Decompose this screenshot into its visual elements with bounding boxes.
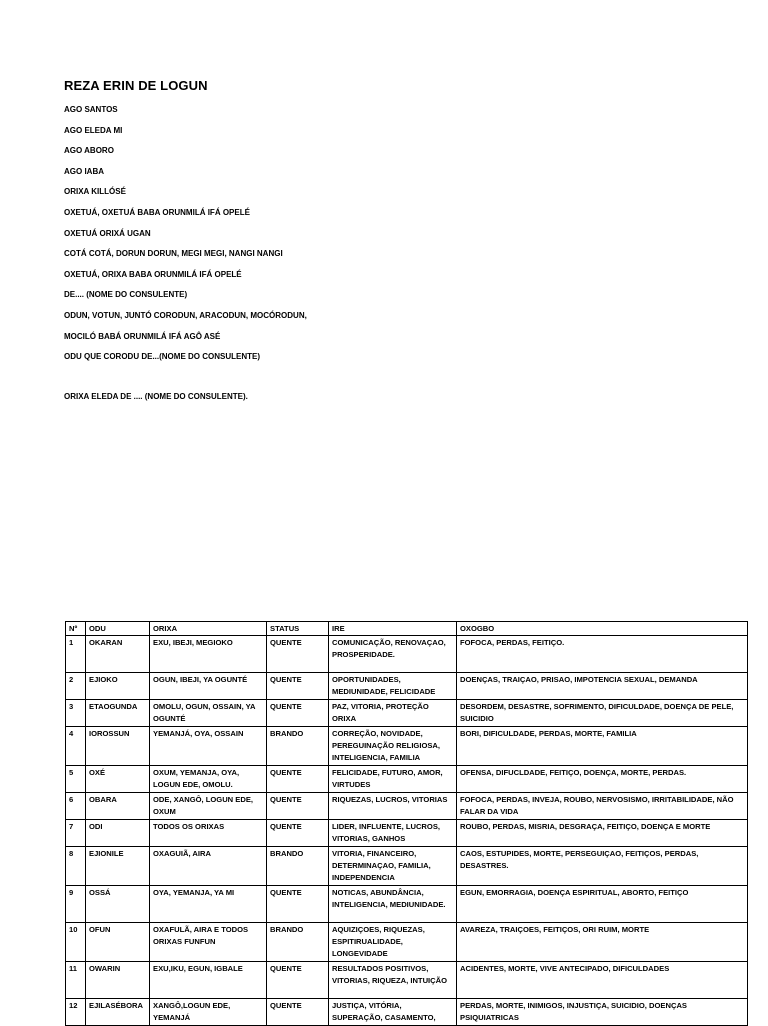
prayer-line: OXETUÁ ORIXÁ UGAN [64, 228, 151, 238]
document-title: REZA ERIN DE LOGUN [64, 78, 208, 93]
prayer-line: AGO ABORO [64, 146, 114, 156]
table-row [66, 820, 748, 847]
cell-status: QUENTE [267, 673, 329, 700]
cell-status: QUENTE [267, 636, 329, 673]
cell-orixa: TODOS OS ORIXAS [150, 820, 267, 847]
cell-status: QUENTE [267, 766, 329, 793]
table-header-row [66, 622, 748, 636]
cell-oxogbo: CAOS, ESTUPIDES, MORTE, PERSEGUIÇAO, FEITIÇOS, PERDAS, DESASTRES. [457, 847, 748, 886]
header-oxogbo: OXOGBO [457, 622, 748, 636]
cell-num: 6 [66, 793, 86, 820]
cell-ire: OPORTUNIDADES, MEDIUNIDADE, FELICIDADE [329, 673, 457, 700]
prayer-line: AGO IABA [64, 166, 104, 176]
cell-orixa: OXAGUIÃ, AIRA [150, 847, 267, 886]
prayer-line: OXETUÁ, ORIXA BABA ORUNMILÁ IFÁ OPELÉ [64, 269, 242, 279]
cell-num: 11 [66, 962, 86, 999]
cell-orixa: ODE, XANGÔ, LOGUN EDE, OXUM [150, 793, 267, 820]
cell-ire: JUSTIÇA, VITÓRIA, SUPERAÇÃO, CASAMENTO, [329, 999, 457, 1026]
cell-status: QUENTE [267, 820, 329, 847]
cell-oxogbo: FOFOCA, PERDAS, FEITIÇO. [457, 636, 748, 673]
table-row [66, 793, 748, 820]
cell-orixa: OYA, YEMANJA, YA MI [150, 886, 267, 923]
table-row [66, 700, 748, 727]
cell-status: QUENTE [267, 999, 329, 1026]
prayer-lines [64, 104, 307, 372]
cell-odu: OKARAN [86, 636, 150, 673]
cell-orixa: OXAFULÃ, AIRA E TODOS ORIXAS FUNFUN [150, 923, 267, 962]
cell-oxogbo: BORI, DIFICULDADE, PERDAS, MORTE, FAMILIA [457, 727, 748, 766]
cell-status: BRANDO [267, 847, 329, 886]
cell-odu: ODI [86, 820, 150, 847]
prayer-line: OXETUÁ, OXETUÁ BABA ORUNMILÁ IFÁ OPELÉ [64, 207, 250, 217]
prayer-line: ORIXA KILLÓSÉ [64, 187, 126, 197]
cell-odu: OSSÁ [86, 886, 150, 923]
cell-ire: NOTICAS, ABUNDÂNCIA, INTELIGENCIA, MEDIUNIDADE. [329, 886, 457, 923]
table-row [66, 962, 748, 999]
cell-orixa: OMOLU, OGUN, OSSAIN, YA OGUNTÉ [150, 700, 267, 727]
cell-orixa: EXU, IBEJI, MEGIOKO [150, 636, 267, 673]
cell-status: QUENTE [267, 700, 329, 727]
cell-num: 2 [66, 673, 86, 700]
table-row [66, 636, 748, 673]
prayer-line: ODUN, VOTUN, JUNTÓ CORODUN, ARACODUN, MOCÓRODUN, [64, 310, 307, 320]
prayer-line: AGO ELEDA MI [64, 125, 123, 135]
cell-oxogbo: OFENSA, DIFUCLDADE, FEITIÇO, DOENÇA, MORTE, PERDAS. [457, 766, 748, 793]
header-num: Nº [66, 622, 86, 636]
cell-oxogbo: PERDAS, MORTE, INIMIGOS, INJUSTIÇA, SUICIDIO, DOENÇAS PSIQUIATRICAS [457, 999, 748, 1026]
cell-oxogbo: AVAREZA, TRAIÇOES, FEITIÇOS, ORI RUIM, MORTE [457, 923, 748, 962]
table-row [66, 999, 748, 1026]
cell-num: 8 [66, 847, 86, 886]
prayer-line: MOCILÓ BABÁ ORUNMILÁ IFÁ AGÔ ASÉ [64, 331, 221, 341]
cell-orixa: EXU,IKU, EGUN, IGBALE [150, 962, 267, 999]
cell-odu: OBARA [86, 793, 150, 820]
cell-ire: VITORIA, FINANCEIRO, DETERMINAÇAO, FAMILIA, INDEPENDENCIA [329, 847, 457, 886]
cell-odu: IOROSSUN [86, 727, 150, 766]
cell-odu: ETAOGUNDA [86, 700, 150, 727]
cell-num: 1 [66, 636, 86, 673]
cell-num: 5 [66, 766, 86, 793]
cell-orixa: OXUM, YEMANJA, OYA, LOGUN EDE, OMOLU. [150, 766, 267, 793]
cell-oxogbo: ROUBO, PERDAS, MISRIA, DESGRAÇA, FEITIÇO, DOENÇA E MORTE [457, 820, 748, 847]
eleda-line: ORIXA ELEDA DE .... (NOME DO CONSULENTE). [64, 392, 248, 401]
cell-orixa: OGUN, IBEJI, YA OGUNTÉ [150, 673, 267, 700]
cell-num: 12 [66, 999, 86, 1026]
prayer-line: DE.... (NOME DO CONSULENTE) [64, 290, 188, 300]
cell-ire: RIQUEZAS, LUCROS, VITORIAS [329, 793, 457, 820]
header-ire: IRE [329, 622, 457, 636]
cell-num: 4 [66, 727, 86, 766]
cell-status: QUENTE [267, 793, 329, 820]
cell-oxogbo: ACIDENTES, MORTE, VIVE ANTECIPADO, DIFICULDADES [457, 962, 748, 999]
cell-ire: FELICIDADE, FUTURO, AMOR, VIRTUDES [329, 766, 457, 793]
header-status: STATUS [267, 622, 329, 636]
cell-odu: OXÉ [86, 766, 150, 793]
table-row [66, 766, 748, 793]
header-odu: ODU [86, 622, 150, 636]
cell-ire: LIDER, INFLUENTE, LUCROS, VITORIAS, GANHOS [329, 820, 457, 847]
cell-status: BRANDO [267, 727, 329, 766]
cell-num: 3 [66, 700, 86, 727]
cell-oxogbo: FOFOCA, PERDAS, INVEJA, ROUBO, NERVOSISMO, IRRITABILIDADE, NÃO FALAR DA VIDA [457, 793, 748, 820]
cell-odu: OFUN [86, 923, 150, 962]
cell-odu: EJILASÉBORA [86, 999, 150, 1026]
cell-ire: COMUNICAÇÃO, RENOVAÇAO, PROSPERIDADE. [329, 636, 457, 673]
cell-odu: EJIOKO [86, 673, 150, 700]
header-orixa: ORIXA [150, 622, 267, 636]
cell-orixa: XANGÔ,LOGUN EDE, YEMANJÁ [150, 999, 267, 1026]
cell-ire: RESULTADOS POSITIVOS, VITORIAS, RIQUEZA, INTUIÇÃO [329, 962, 457, 999]
table-row [66, 886, 748, 923]
cell-status: QUENTE [267, 962, 329, 999]
table-row [66, 727, 748, 766]
table-row [66, 923, 748, 962]
cell-ire: PAZ, VITORIA, PROTEÇÃO ORIXA [329, 700, 457, 727]
cell-oxogbo: DOENÇAS, TRAIÇAO, PRISAO, IMPOTENCIA SEXUAL, DEMANDA [457, 673, 748, 700]
cell-num: 9 [66, 886, 86, 923]
cell-status: QUENTE [267, 886, 329, 923]
prayer-line: ODU QUE CORODU DE...(NOME DO CONSULENTE) [64, 352, 261, 362]
cell-oxogbo: DESORDEM, DESASTRE, SOFRIMENTO, DIFICULDADE, DOENÇA DE PELE, SUICIDIO [457, 700, 748, 727]
cell-status: BRANDO [267, 923, 329, 962]
cell-orixa: YEMANJÁ, OYA, OSSAIN [150, 727, 267, 766]
cell-ire: AQUIZIÇOES, RIQUEZAS, ESPITIRUALIDADE, LONGEVIDADE [329, 923, 457, 962]
cell-odu: EJIONILE [86, 847, 150, 886]
cell-ire: CORREÇÃO, NOVIDADE, PEREGUINAÇÃO RELIGIOSA, INTELIGENCIA, FAMILIA [329, 727, 457, 766]
prayer-line: COTÁ COTÁ, DORUN DORUN, MEGI MEGI, NANGI NANGI [64, 249, 283, 259]
cell-num: 10 [66, 923, 86, 962]
table-row [66, 847, 748, 886]
odu-table-body [66, 636, 748, 1026]
cell-num: 7 [66, 820, 86, 847]
prayer-line: AGO SANTOS [64, 105, 118, 114]
cell-odu: OWARIN [86, 962, 150, 999]
cell-oxogbo: EGUN, EMORRAGIA, DOENÇA ESPIRITUAL, ABORTO, FEITIÇO [457, 886, 748, 923]
table-row [66, 673, 748, 700]
odu-table [65, 621, 748, 1026]
